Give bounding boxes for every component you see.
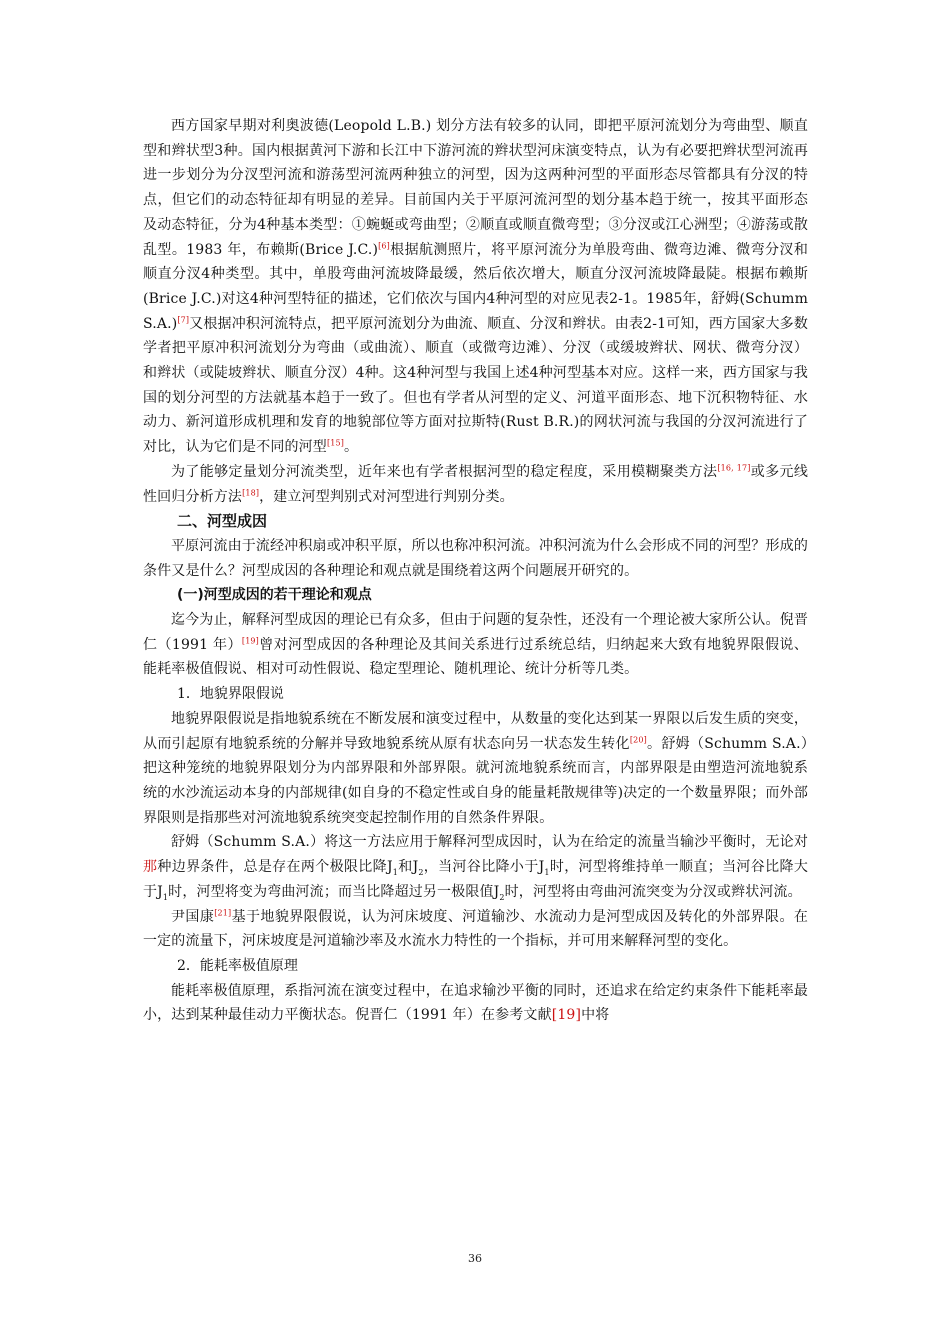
paragraph-river-classification: 西方国家早期对利奥波德(Leopold L.B.) 划分方法有较多的认同，即把平原河流划分为弯曲型、顺直型和辫状型3种。国内根据黄河下游和长江中下游河流的辫状型河床演变特点，认为有必要把辫状型河流再进一步划分为分汊型河流和游荡型河流两种独立的河型，因为这两种河型的平面形态尽管都具有分汊的特点，但它们的动态特征却有明显的差异。目前国内关于平原河流河型的划分基本趋于统一，按其平面形态及动态特征，分为4种基本类型：①蜿蜒或弯曲型；②顺直或顺直微弯型；③分汊或江心洲型；④游荡或散乱型。1983 年，布赖斯(Brice J.C.)[6]根据航测照片，将平原河流分为单股弯曲、微弯边滩、微弯分汊和顺直分汊4种类型。其中，单股弯曲河流坡降最缓，然后依次增大，顺直分汊河流坡降最陡。根据布赖斯(Brice J.C.)对这4种河型特征的描述，它们依次与国内4种河型的对应见表2-1。1985年，舒姆(Schumm S.A.)[7]又根据冲积河流特点，把平原河流划分为曲流、顺直、分汊和辫状。由表2-1可知，西方国家大多数学者把平原冲积河流划分为弯曲（或曲流）、顺直（或微弯边滩）、分汊（或缓坡辫状、网状、微弯分汊）和辫状（或陡坡辫状、顺直分汊）4种。这4种河型与我国上述4种河型基本对应。这样一来，西方国家与我国的划分河型的方法就基本趋于一致了。但也有学者从河型的定义、河道平面形态、地下沉积物特征、水动力、新河道形成机理和发育的地貌部位等方面对拉斯特(Rust B.R.)的网状河流与我国的分汊河流进行了对比，认为它们是不同的河型[15]。 bbox=[143, 118, 808, 456]
paragraph-theories-overview: 迄今为止，解释河型成因的理论已有众多，但由于问题的复杂性，还没有一个理论被大家所公认。倪晋仁（1991 年）[19]曾对河型成因的各种理论及其间关系进行过系统总结，归纳起来大致有地貌界限假说、能耗率极值假说、相对可动性假说、稳定型理论、随机理论、统计分析等几类。 bbox=[143, 612, 808, 678]
citation-15[interactable]: [15] bbox=[326, 438, 344, 448]
paragraph-yin-guokang: 尹国康[21]基于地貌界限假说，认为河床坡度、河道输沙、水流动力是河型成因及转化的外部界限。在一定的流量下，河床坡度是河道输沙率及水流水力特性的一个指标，并可用来解释河型的变化。 bbox=[143, 907, 809, 950]
page-body bbox=[143, 114, 808, 1028]
paragraph-quantitative-classification: 为了能够定量划分河流类型，近年来也有学者根据河型的稳定程度，采用模糊聚类方法[16, 17]或多元线性回归分析方法[18]，建立河型判别式对河型进行判别分类。 bbox=[143, 463, 808, 505]
paragraph-geomorphic-threshold: 地貌界限假说是指地貌系统在不断发展和演变过程中，从数量的变化达到某一界限以后发生质的突变，从而引起原有地貌系统的分解并导致地貌系统从原有状态向另一状态发生转化[20]。舒姆（Schumm S.A.）把这种笼统的地貌界限划分为内部界限和外部界限。就河流地貌系统而言，内部界限是由塑造河流地貌系统的水沙流运动本身的内部规律(如自身的不稳定性或自身的能量耗散规律等)决定的一个数量界限；而外部界限则是指那些对河流地貌系统突变起控制作用的自然条件界限。 bbox=[143, 710, 808, 826]
citation-19[interactable]: [19] bbox=[241, 636, 259, 646]
section-heading-river-pattern-origin: 二、河型成因 bbox=[177, 512, 268, 531]
citation-7[interactable]: [7] bbox=[177, 314, 190, 324]
citation-20[interactable]: [20] bbox=[629, 734, 647, 744]
citation-16-17[interactable]: [16, 17] bbox=[717, 463, 751, 473]
citation-18[interactable]: [18] bbox=[242, 487, 260, 497]
paragraph-alluvial-rivers: 平原河流由于流经冲积扇或冲积平原，所以也称冲积河流。冲积河流为什么会形成不同的河型？形成的条件又是什么？河型成因的各种理论和观点就是围绕着这两个问题展开研究的。 bbox=[143, 537, 808, 579]
page-number: 36 bbox=[468, 1252, 482, 1265]
paragraph-schumm-threshold: 舒姆（Schumm S.A.）将这一方法应用于解释河型成因时，认为在给定的流量当输沙平衡时，无论对那种边界条件，总是存在两个极限比降$J_1$和$J_2$，当河谷比降小于$J_1$时，河型将维持单一顺直；当河谷比降大于$J_1$时，河型将变为弯曲河流；而当比降超过另一极限值$J_2$时，河型将由弯曲河流突变为分汊或辫状河流。 bbox=[143, 834, 808, 902]
subsection-heading-theories: (一)河型成因的若干理论和观点 bbox=[177, 587, 372, 604]
highlighted-word: 那 bbox=[143, 859, 158, 876]
item-heading-energy-dissipation: 2．能耗率极值原理 bbox=[177, 957, 298, 974]
reference-link-19[interactable]: [19] bbox=[551, 1007, 582, 1024]
citation-6[interactable]: [6] bbox=[378, 240, 390, 250]
paragraph-energy-dissipation: 能耗率极值原理，系指河流在演变过程中，在追求输沙平衡的同时，还追求在给定约束条件下能耗率最小，达到某种最佳动力平衡状态。倪晋仁（1991 年）在参考文献[19]中将 bbox=[143, 982, 808, 1024]
item-heading-geomorphic-threshold: 1．地貌界限假说 bbox=[177, 686, 284, 703]
citation-21[interactable]: [21] bbox=[214, 907, 232, 917]
